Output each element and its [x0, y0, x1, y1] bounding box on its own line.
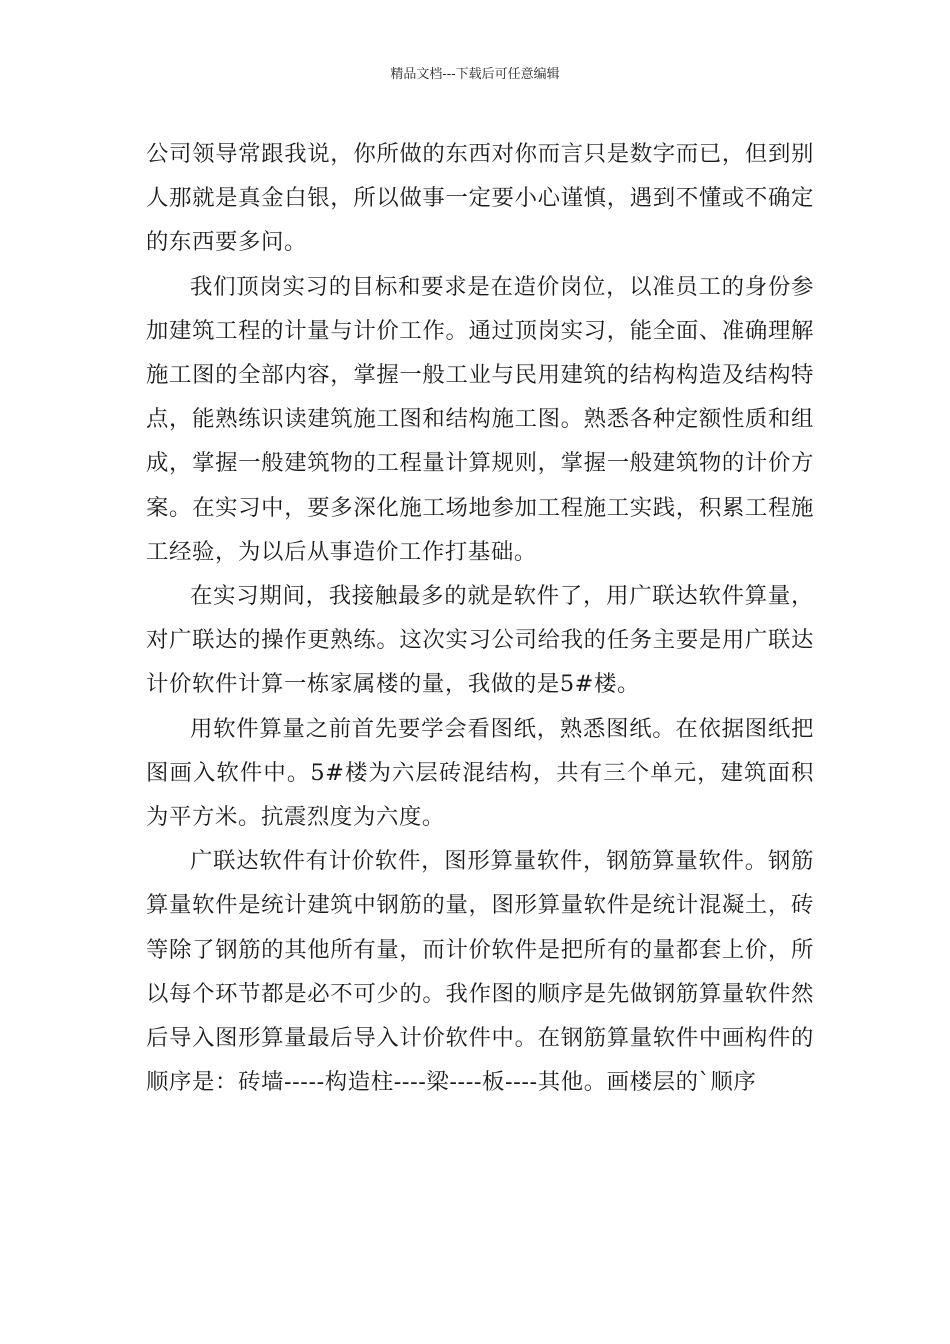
page-header: 精品文档---下载后可任意编辑 — [390, 67, 560, 82]
paragraph-2: 我们顶岗实习的目标和要求是在造价岗位，以准员工的身份参加建筑工程的计量与计价工作。通过顶岗实习，能全面、准确理解施工图的全部内容，掌握一般工业与民用建筑的结构构造及结构特点，能熟练识读建筑施工图和结构施工图。熟悉各种定额性质和组成，掌握一般建筑物的工程量计算规则，掌握一般建筑物的计价方案。在实习中，要多深化施工场地参加工程施工实践，积累工程施工经验，为以后从事造价工作打基础。 — [146, 273, 814, 565]
paragraph-3: 在实习期间，我接触最多的就是软件了，用广联达软件算量，对广联达的操作更熟练。这次实习公司给我的任务主要是用广联达计价软件计算一栋家属楼的量，我做的是5#楼。 — [146, 583, 814, 698]
paragraph-4: 用软件算量之前首先要学会看图纸，熟悉图纸。在依据图纸把图画入软件中。5#楼为六层砖混结构，共有三个单元，建筑面积为平方米。抗震烈度为六度。 — [146, 715, 814, 831]
document-body — [146, 132, 814, 1104]
paragraph-5: 广联达软件有计价软件，图形算量软件，钢筋算量软件。钢筋算量软件是统计建筑中钢筋的量，图形算量软件是统计混凝土，砖等除了钢筋的其他所有量，而计价软件是把所有的量都套上价，所以每个环节都是必不可少的。我作图的顺序是先做钢筋算量软件然后导入图形算量最后导入计价软件中。在钢筋算量软件中画构件的顺序是：砖墙-----构造柱----梁----板----其他。画楼层的`顺序 — [146, 848, 814, 1096]
paragraph-1: 公司领导常跟我说，你所做的东西对你而言只是数字而已，但到别人那就是真金白银，所以做事一定要小心谨慎，遇到不懂或不确定的东西要多问。 — [146, 141, 814, 256]
